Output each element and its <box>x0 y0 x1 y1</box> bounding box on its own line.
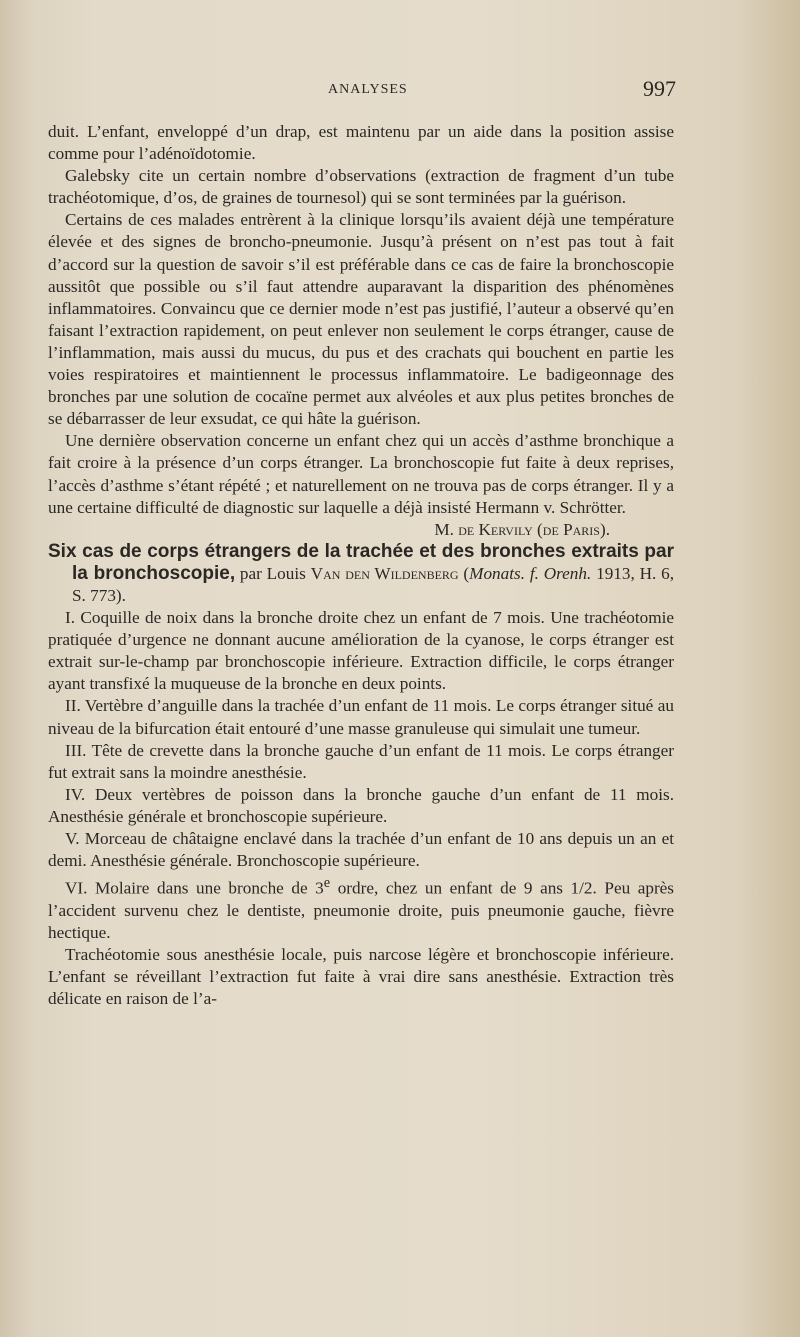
article-citation: 1913, H. 6, S. 773). <box>72 563 674 605</box>
case-3: III. Tête de crevette dans la bronche gauche d’un enfant de 11 mois. Le corps étranger fut extrait sans la moindre anesthésie. <box>48 740 674 782</box>
citation-open: ( <box>458 563 470 583</box>
case-4: IV. Deux vertèbres de poisson dans la bronche gauche d’un enfant de 11 mois. Anesthésie générale et bronchoscopie supérieure. <box>48 784 674 826</box>
paragraph-continued: duit. L’enfant, enveloppé d’un drap, est maintenu par un aide dans la position assise comme pour l’adénoïdotomie. <box>48 122 674 164</box>
article-journal: Monats. f. Orenh. <box>469 563 592 583</box>
case-6-rest: ordre, chez un enfant de 9 ans 1/2. Peu après l’accident survenu chez le dentiste, pneumonie droite, puis pneumonie gauche, fièvre hectique. <box>48 878 675 943</box>
article-title: Six cas de corps étrangers de la trachée et des bronches extraits par la bronchoscopie, <box>48 540 674 584</box>
signature-author: M. de Kervily (de Paris). <box>434 519 610 539</box>
case-6 <box>48 872 674 944</box>
running-head: ANALYSES <box>328 82 408 97</box>
article-by: par Louis <box>235 563 311 583</box>
case-6-superscript: e <box>323 875 331 892</box>
paragraph-galebsky: Galebsky cite un certain nombre d’observations (extraction de fragment d’un tube trachéotomique, d’os, de graines de tournesol) qui se sont terminées par la guérison. <box>48 166 674 208</box>
case-6-start: VI. Molaire dans une bronche de 3 <box>65 878 324 898</box>
page-header <box>48 78 676 104</box>
body-text <box>48 121 674 1010</box>
page-number: 997 <box>643 76 676 101</box>
article-author: Van den Wildenberg <box>310 563 459 583</box>
case-1: I. Coquille de noix dans la bronche droite chez un enfant de 7 mois. Une trachéotomie pratiquée d’urgence ne donnant aucune amélioration de la cyanose, le corps étranger est extrait sur-le-champ par bronchoscopie inférieure. Extraction difficile, le corps étranger ayant transfixé la muqueuse de la bronche en deux points. <box>48 608 674 694</box>
case-2: II. Vertèbre d’anguille dans la trachée d’un enfant de 11 mois. Le corps étranger situé au niveau de la bifurcation était entouré d’une masse granuleuse qui simulait une tumeur. <box>48 696 674 738</box>
paragraph-asthme: Une dernière observation concerne un enfant chez qui un accès d’asthme bronchique a fait croire à la présence d’un corps étranger. La bronchoscopie fut faite à deux reprises, l’accès d’asthme s’étant répété ; et naturellement on ne trouva pas de corps étranger. Il y a une certaine difficulté de diagnostic sur laquelle a déjà insisté Hermann v. Schrötter. <box>48 431 674 517</box>
article-heading <box>48 541 674 607</box>
paragraph-malades: Certains de ces malades entrèrent à la clinique lorsqu’ils avaient déjà une température élevée et des signes de broncho-pneumonie. Jusqu’à présent on n’est pas tout à fait d’accord sur la question de savoir s’il est préférable dans ce cas de faire la bronchoscopie aussitôt que possible ou s’il faut attendre auparavant la disparition des phénomènes inflammatoires. Convaincu que ce dernier mode n’est pas justifié, l’auteur a observé qu’en faisant l’extraction rapidement, on peut enlever non seulement le corps étranger, cause de l’inflammation, mais aussi du mucus, du pus et des crachats qui bouchent en partie les voies respiratoires et maintiennent le processus inflammatoire. Le badigeonnage des bronches par une solution de cocaïne permet aux alvéoles et aux plus petites bronches de se débarrasser de leur exsudat, ce qui hâte la guérison. <box>48 210 674 429</box>
case-5: V. Morceau de châtaigne enclavé dans la trachée d’un enfant de 10 ans depuis un an et demi. Anesthésie générale. Bronchoscopie supérieure. <box>48 829 674 871</box>
review-signature <box>48 519 674 541</box>
case-6-continued: Trachéotomie sous anesthésie locale, puis narcose légère et bronchoscopie inférieure. L’enfant se réveillant l’extraction fut faite à vrai dire sans anesthésie. Extraction très délicate en raison de l’a- <box>48 945 674 1009</box>
